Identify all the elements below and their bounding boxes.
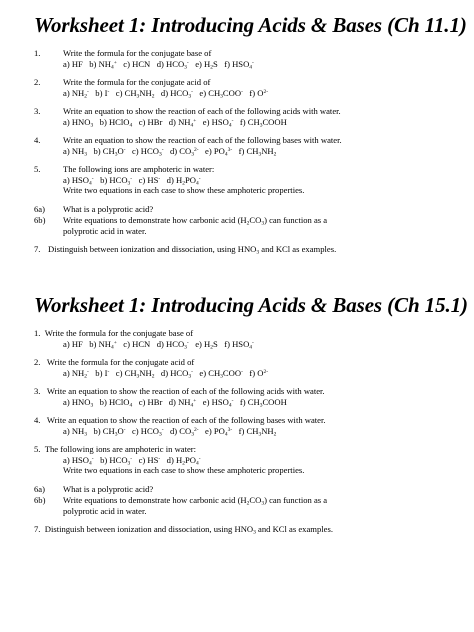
question-1 [0,328,474,349]
question-text-2: polyprotic acid in water. [63,225,147,236]
worksheet-title: Worksheet 1: Introducing Acids & Bases (Ch 11.1) [34,13,467,37]
question-5 [0,444,474,476]
question-items: a) $NH_2^-$ b) I- c) $CH_3NH_2$ d) $HCO_3^-$ e) $CH_3COO^-$ f) $O^{2-}$ [63,87,269,99]
question-items: a) $HSO_4^-$ b) $HCO_3^-$ c) HS- d) $H_2PO_4^-$ [63,174,201,186]
question-items: a) $HNO_3$ b) HClO$_4$ c) HBr d) $NH_4^+$ e) $HSO_4^-$ f) $CH_3COOH$ [63,116,287,128]
question-text: What is a polyprotic acid? [63,203,154,214]
question-text: 1. Write the formula for the conjugate base of [34,328,194,338]
question-2 [0,77,474,98]
question-text: Write the formula for the conjugate acid of [63,77,211,87]
question-text: Write the formula for the conjugate base of [63,48,212,58]
question-number: 4. [34,135,41,145]
question-number: 5. [34,164,41,174]
question-items: a) HF b) $NH_4^+$ c) HCN d) $HCO_3^-$ e) $H_2S$ f) $HSO_4^-$ [63,58,254,70]
question-6a [0,204,474,215]
question-text-2: Write two equations in each case to show these amphoteric properties. [63,185,305,195]
question-text: 3. Write an equation to show the reaction of each of the following acids with water. [34,386,325,396]
question-items: a) $HSO_4^-$ b) $HCO_3^-$ c) HS- d) $H_2PO_4^-$ [63,454,201,466]
question-text: What is a polyprotic acid? [63,483,154,494]
question-1 [0,48,474,69]
question-number: 6b) [34,495,46,505]
question-number: 6b) [34,215,46,225]
question-4 [0,415,474,436]
question-text: The following ions are amphoteric in water: [63,164,215,174]
question-6a [0,484,474,495]
question-7 [0,524,474,535]
question-text: Write an equation to show the reaction of each of the following acids with water. [63,106,341,116]
question-number: 6a) [34,203,45,214]
question-items: a) $HNO_3$ b) HClO$_4$ c) HBr d) $NH_4^+$ e) $HSO_4^-$ f) $CH_3COOH$ [63,396,287,408]
question-text: Write equations to demonstrate how carbonic acid $(H_2CO_3)$ can function as a [63,495,328,507]
question-text: Write an equation to show the reaction of each of the following bases with water. [63,135,342,145]
worksheet-ch11 [0,10,474,263]
question-text: 4. Write an equation to show the reaction of each of the following bases with water. [34,415,326,425]
question-number: 6a) [34,483,45,494]
question-3 [0,106,474,127]
question-4 [0,135,474,156]
question-text: 7. Distinguish between ionization and dissociation, using $HNO_3$ and KCl as examples. [34,524,333,536]
question-number: 7. [34,244,41,254]
question-items: a) $NH_2^-$ b) I- c) $CH_3NH_2$ d) $HCO_3^-$ e) $CH_3COO^-$ f) $O^{2-}$ [63,367,269,379]
question-5 [0,164,474,196]
question-7 [0,244,474,255]
question-text: 5. The following ions are amphoteric in water: [34,444,197,454]
question-6b [0,495,474,516]
question-text-2: polyprotic acid in water. [63,505,147,516]
worksheet-title: Worksheet 1: Introducing Acids & Bases (Ch 15.1) [34,293,468,317]
worksheet-ch15 [0,290,474,543]
question-3 [0,386,474,407]
question-number: 2. [34,77,41,87]
question-items: a) HF b) $NH_4^+$ c) HCN d) $HCO_3^-$ e) $H_2S$ f) $HSO_4^-$ [63,338,254,350]
question-text-2: Write two equations in each case to show these amphoteric properties. [63,465,305,475]
question-text: Write equations to demonstrate how carbonic acid $(H_2CO_3)$ can function as a [63,215,328,227]
question-2 [0,357,474,378]
question-6b [0,215,474,236]
question-text: 2. Write the formula for the conjugate acid of [34,357,195,367]
question-number: 1. [34,48,41,58]
question-items: a) $NH_3$ b) $CH_3O^-$ c) $HCO_3^-$ d) $CO_3^{2-}$ e) $PO_4^{3-}$ f) $CH_3NH_2$ [63,425,277,437]
question-number: 3. [34,106,41,116]
question-items: a) $NH_3$ b) $CH_3O^-$ c) $HCO_3^-$ d) $CO_3^{2-}$ e) $PO_4^{3-}$ f) $CH_3NH_2$ [63,145,277,157]
question-text: Distinguish between ionization and dissociation, using $HNO_3$ and KCl as examples. [48,244,337,256]
